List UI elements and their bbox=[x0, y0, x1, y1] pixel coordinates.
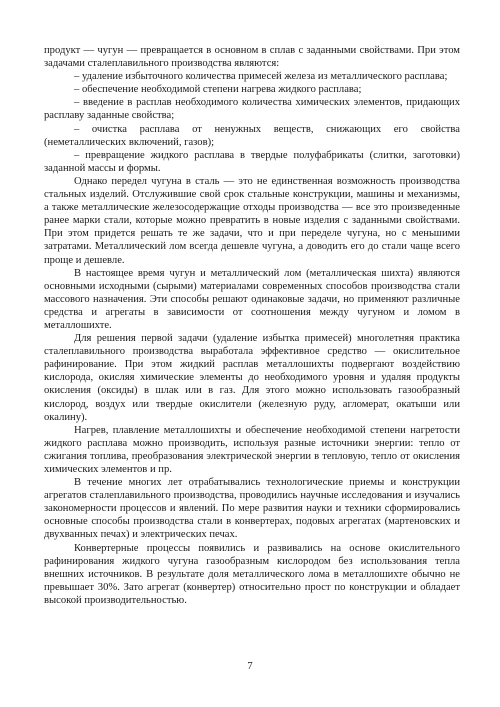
paragraph-charge: В настоящее время чугун и металлический лом (металлическая шихта) являются основными исходными (сырыми) материалами современных способов производства стали массового назначения. Эти способы решают одинаковые задачи, но применяют различные средства и агрегаты в зависимости от соотношения между чугуном и ломом в металлошихте. bbox=[44, 267, 460, 331]
page-number: 7 bbox=[247, 661, 253, 672]
list-item-cleaning: – очистка расплава от ненужных веществ, снижающих его свойства (неметаллических включений, газов); bbox=[44, 123, 460, 148]
list-item-impurity-removal: – удаление избыточного количества примесей железа из металлического расплава; bbox=[74, 71, 448, 83]
list-item-solidification: – превращение жидкого расплава в твердые полуфабрикаты (слитки, заготовки) заданной массы и формы. bbox=[44, 149, 460, 174]
body-text bbox=[44, 44, 460, 607]
paragraph-refining: Для решения первой задачи (удаление избытка примесей) многолетняя практика сталеплавильного производства выработала эффективное средство — окислительное рафинирование. При этом жидкий расплав металлошихты подвергают воздействию кислорода, окисляя химические элементы до необходимого уровня и удаляя продукты окисления (оксиды) в шлак или в газ. Для этого можно использовать газообразный кислород, воздух или твердые окислители (железную руду, агломерат, окатыши или окалину). bbox=[44, 333, 460, 423]
paragraph-intro: продукт — чугун — превращается в основном в сплав с заданными свойствами. При этом задачами сталеплавильного производства являются: bbox=[44, 45, 460, 70]
list-item-heating: – обеспечение необходимой степени нагрева жидкого расплава; bbox=[74, 84, 362, 96]
paragraph-scrap: Однако передел чугуна в сталь — это не единственная возможность производства стальных изделий. Отслужившие свой срок стальные конструкции, машины и механизмы, а также металлические железосодержащие отходы производства — все это произведенные ранее марки стали, которые можно превратить в новые изделия с заданными свойствами. При этом придется решать те же задачи, что и при переделе чугуна, но с меньшими затратами. Металлический лом всегда дешевле чугуна, а доводить его до стали чаще всего проще и дешевле. bbox=[44, 175, 460, 266]
paragraph-history: В течение многих лет отрабатывались технологические приемы и конструкции агрегатов сталеплавильного производства, проводились научные исследования и изучались закономерности процессов и явлений. По мере развития науки и техники сформировались основные способы производства стали в конвертерах, подовых агрегатах (мартеновских и двухванных печах) и электрических печах. bbox=[44, 477, 460, 541]
paragraph-converter: Конвертерные процессы появились и развивались на основе окислительного рафинирования жидкого чугуна газообразным кислородом без использования тепла внешних источников. В результате доля металлического лома в металлошихте обычно не превышает 30%. Зато агрегат (конвертер) относительно прост по конструкции и обладает высокой производительностью. bbox=[44, 542, 460, 606]
list-item-alloying: – введение в расплав необходимого количества химических элементов, придающих расплаву заданные свойства; bbox=[44, 97, 460, 122]
paragraph-heating: Нагрев, плавление металлошихты и обеспечение необходимой степени нагретости жидкого расплава можно производить, используя разные источники энергии: тепло от сжигания топлива, преобразования электрической энергии в тепловую, тепло от окисления химических элементов и пр. bbox=[44, 424, 460, 475]
